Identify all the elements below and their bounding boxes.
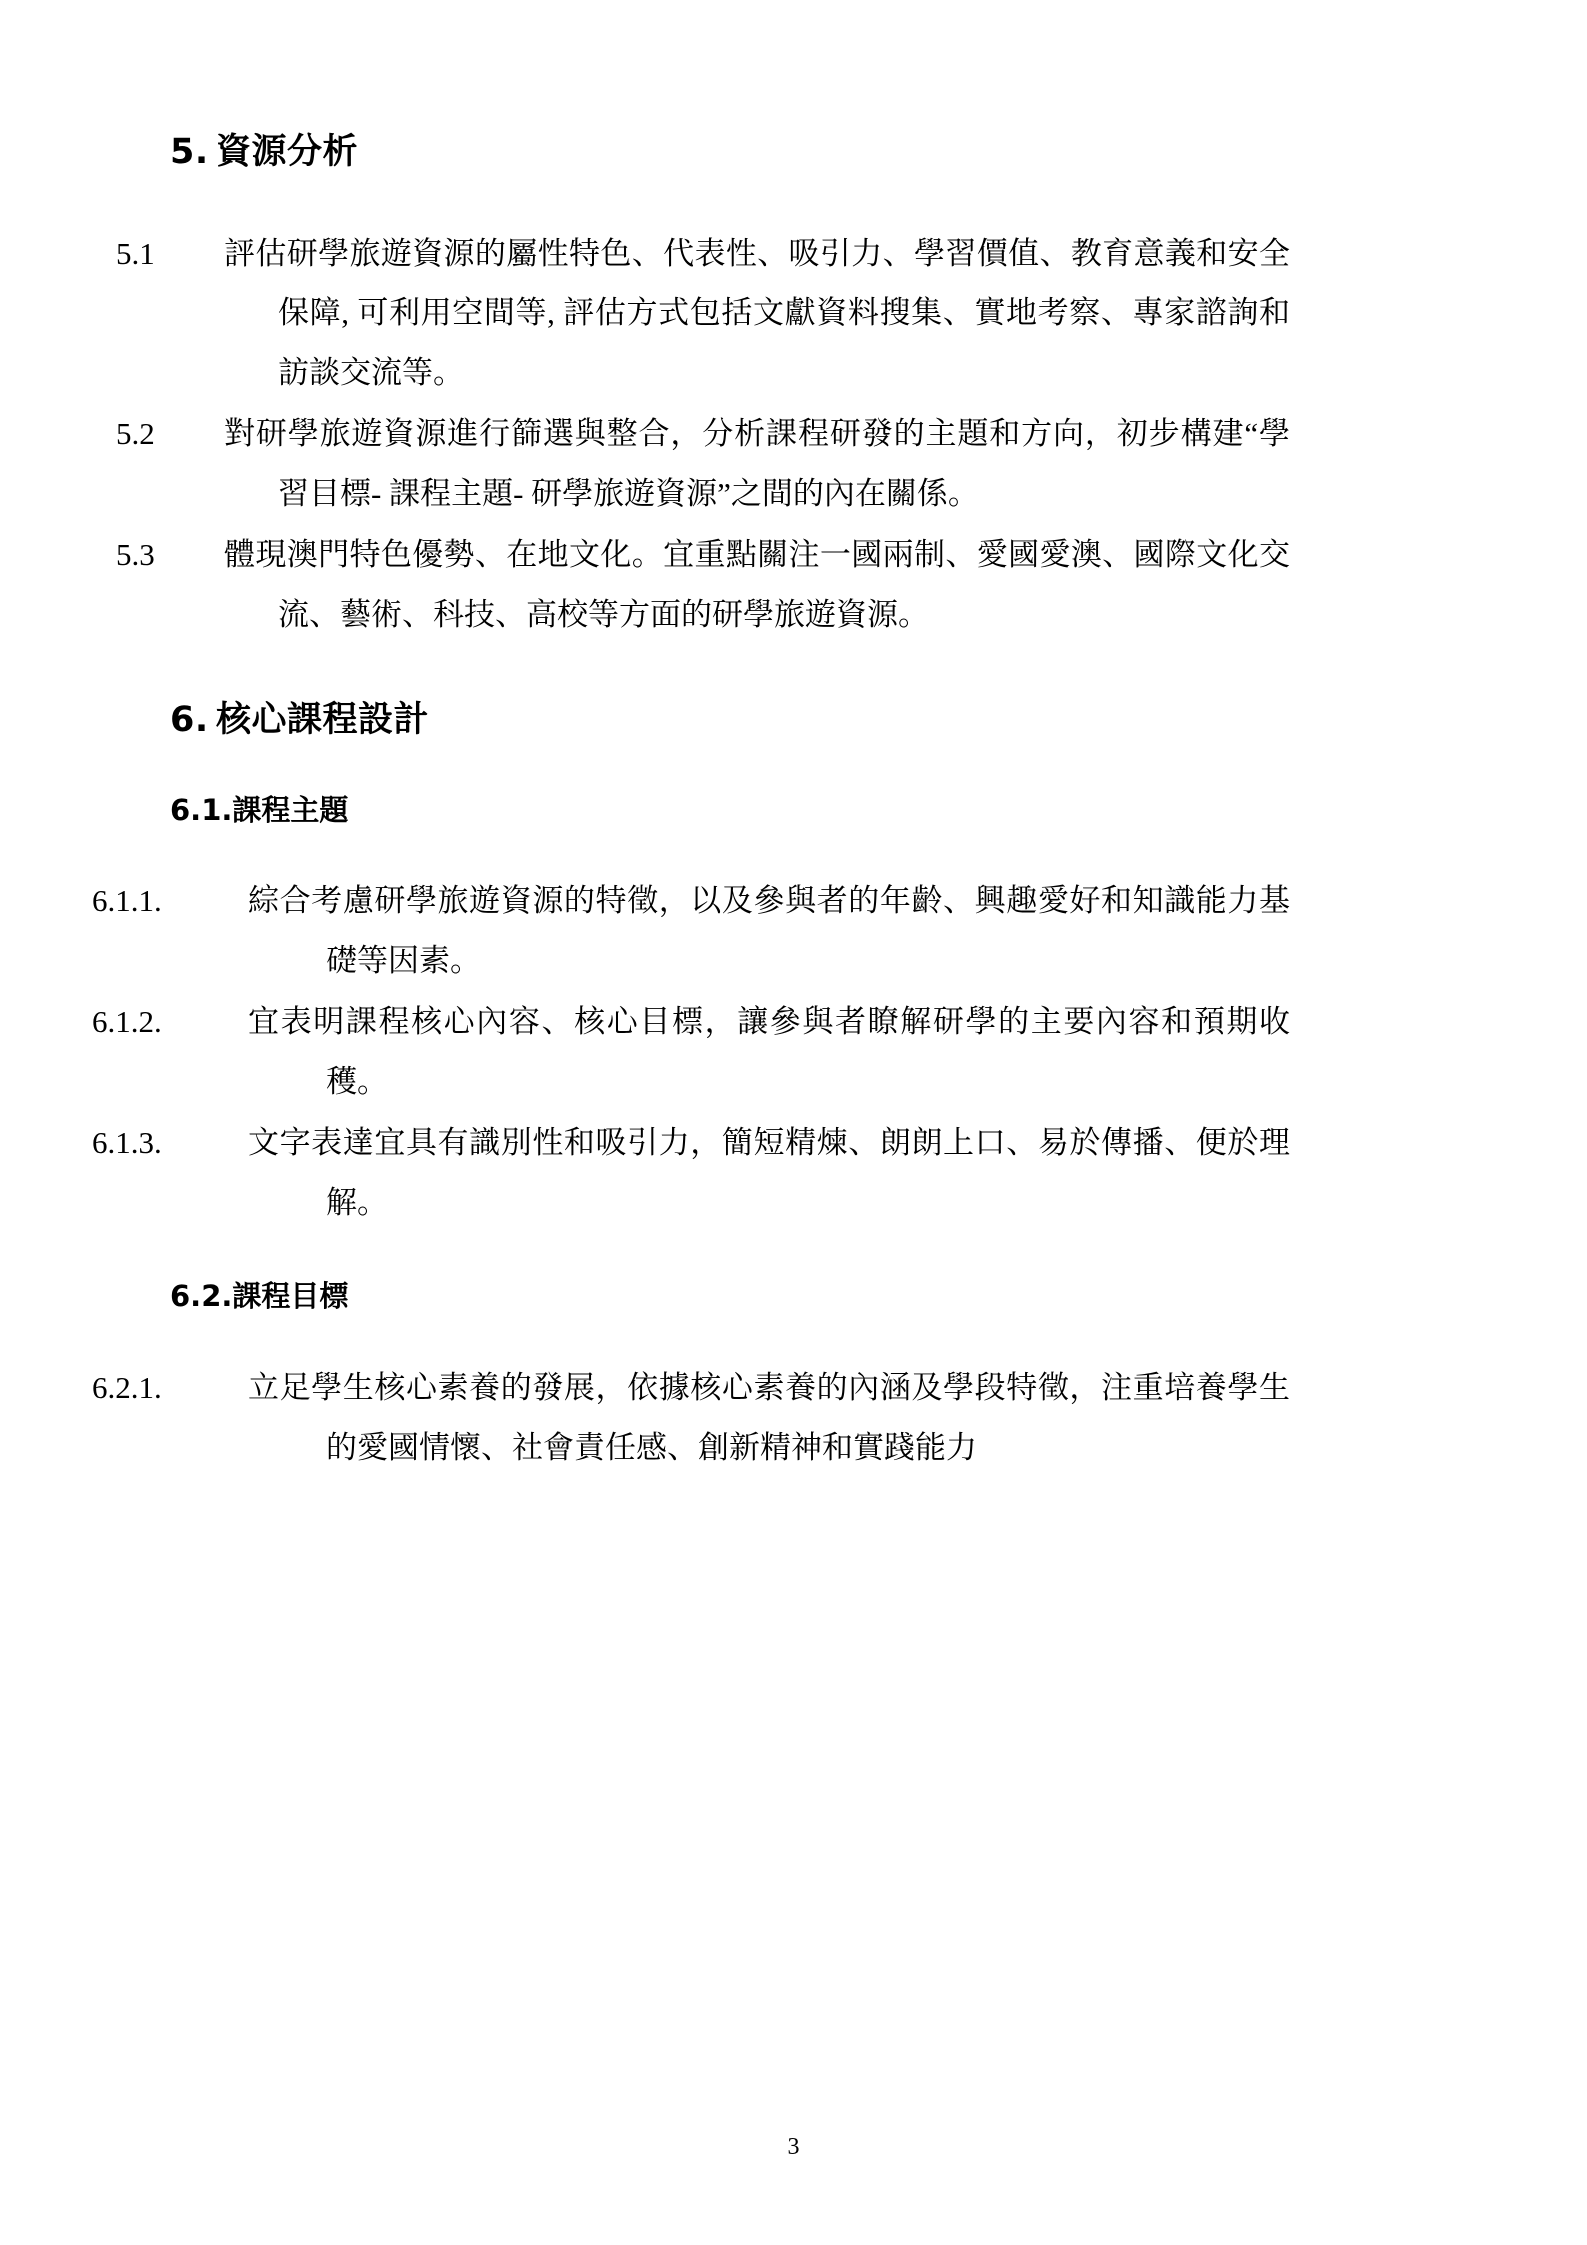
list-item: 6.1.1. 綜合考慮研學旅遊資源的特徵，以及參與者的年齡、興趣愛好和知識能力基礎等因素。 — [92, 883, 1290, 978]
section-heading-6 — [170, 698, 1290, 744]
document-body — [92, 130, 1290, 1477]
list-item: 5.3 體現澳門特色優勢、在地文化。宜重點關注一國兩制、愛國愛澳、國際文化交流、藝術、科技、高校等方面的研學旅遊資源。 — [116, 537, 1290, 632]
spacer — [170, 1316, 1290, 1358]
list-item: 5.2 對研學旅遊資源進行篩選與整合，分析課程研發的主題和方向，初步構建“學習目標- 課程主題- 研學旅遊資源”之間的內在關係。 — [116, 416, 1290, 511]
list-item: 6.1.2. 宜表明課程核心內容、核心目標，讓參與者瞭解研學的主要內容和預期收穫。 — [92, 1004, 1290, 1099]
spacer — [170, 646, 1290, 698]
subsection-number-6-1: 6.1. — [170, 792, 233, 827]
item-text: 文字表達宜具有識別性和吸引力，簡短精煉、朗朗上口、易於傳播、便於理解。 — [248, 1125, 1290, 1220]
item-text: 宜表明課程核心內容、核心目標，讓參與者瞭解研學的主要內容和預期收穫。 — [248, 1004, 1290, 1099]
subsection-title-6-1: 課程主題 — [232, 792, 349, 827]
item-text: 綜合考慮研學旅遊資源的特徵，以及參與者的年齡、興趣愛好和知識能力基礎等因素。 — [248, 883, 1290, 978]
item-text: 評估研學旅遊資源的屬性特色、代表性、吸引力、學習價值、教育意義和安全保障, 可利用空間等, 評估方式包括文獻資料搜集、實地考察、專家諮詢和訪談交流等。 — [224, 235, 1290, 390]
list-item: 6.1.3. 文字表達宜具有識別性和吸引力，簡短精煉、朗朗上口、易於傳播、便於理解。 — [92, 1125, 1290, 1220]
spacer — [170, 744, 1290, 792]
section-title-5: 資源分析 — [216, 132, 359, 172]
item-text: 對研學旅遊資源進行篩選與整合，分析課程研發的主題和方向，初步構建“學習目標- 課程主題- 研學旅遊資源”之間的內在關係。 — [224, 416, 1290, 511]
subsection-heading-6-1 — [170, 792, 1290, 830]
subsection-heading-6-2 — [170, 1278, 1290, 1316]
page-number: 3 — [787, 2134, 800, 2160]
spacer — [170, 1234, 1290, 1278]
item-text: 體現澳門特色優勢、在地文化。宜重點關注一國兩制、愛國愛澳、國際文化交流、藝術、科技、高校等方面的研學旅遊資源。 — [224, 537, 1290, 632]
section-number-6: 6. — [170, 700, 209, 741]
item-text: 立足學生核心素養的發展，依據核心素養的內涵及學段特徵，注重培養學生的愛國情懷、社會責任感、創新精神和實踐能力 — [248, 1370, 1290, 1465]
list-item: 5.1 評估研學旅遊資源的屬性特色、代表性、吸引力、學習價值、教育意義和安全保障, 可利用空間等, 評估方式包括文獻資料搜集、實地考察、專家諮詢和訪談交流等。 — [116, 235, 1290, 390]
section-heading-5 — [170, 130, 1290, 176]
spacer — [170, 829, 1290, 871]
section-number-5: 5. — [170, 132, 209, 172]
spacer — [170, 176, 1290, 224]
subsection-title-6-2: 課程目標 — [232, 1279, 349, 1314]
section-title-6: 核心課程設計 — [216, 700, 430, 741]
subsection-number-6-2: 6.2. — [170, 1279, 233, 1314]
list-item: 6.2.1. 立足學生核心素養的發展，依據核心素養的內涵及學段特徵，注重培養學生的愛國情懷、社會責任感、創新精神和實踐能力 — [92, 1370, 1290, 1465]
